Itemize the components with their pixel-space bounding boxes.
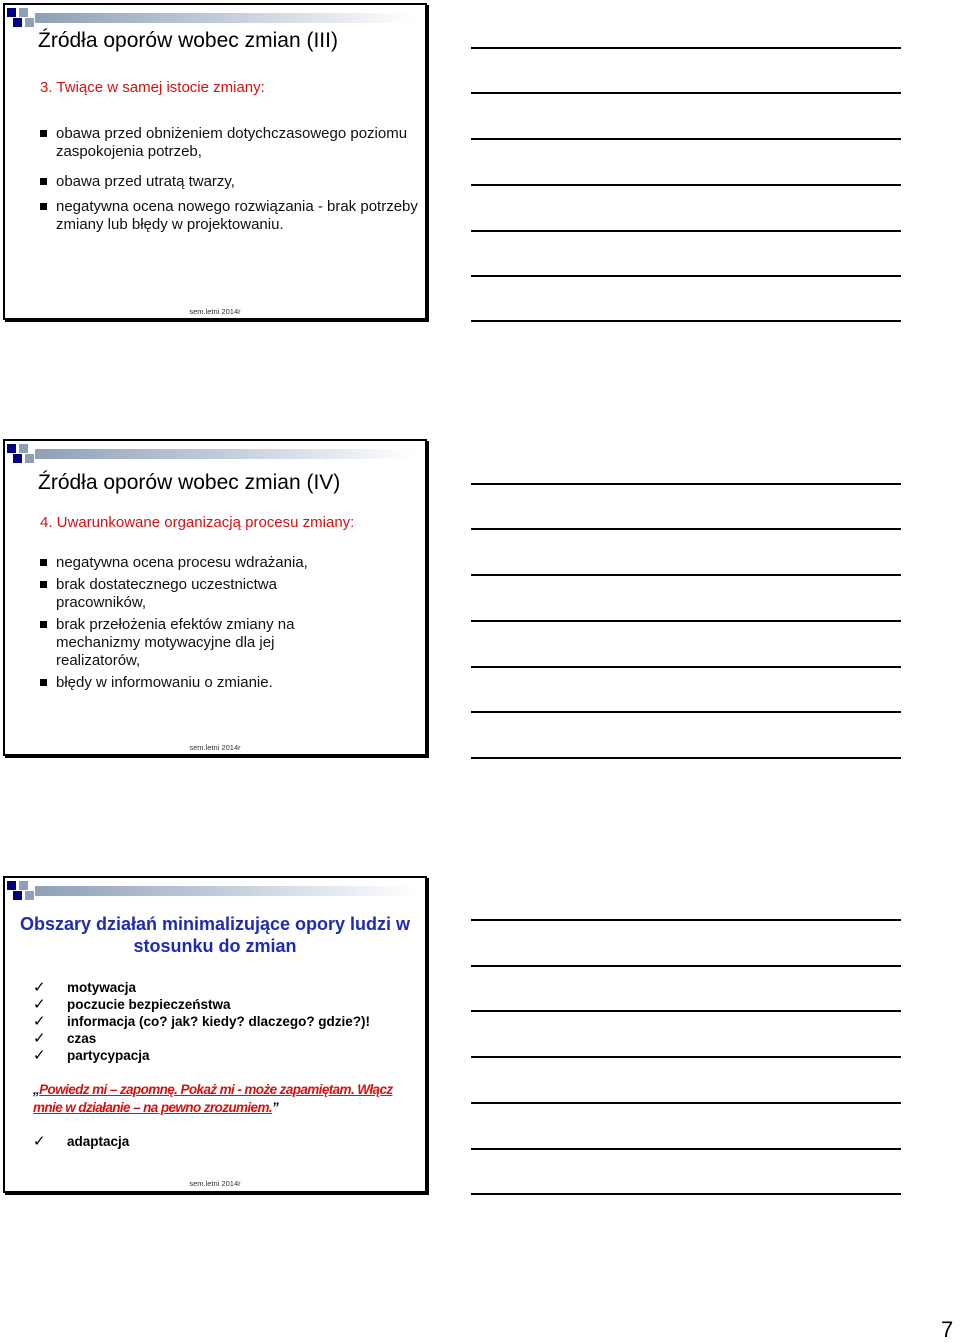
bullet-item [40, 674, 420, 692]
note-line [471, 1102, 901, 1104]
note-line [471, 574, 901, 576]
checklist-text: informacja (co? jak? kiedy? dlaczego? gdzie?)! [67, 1014, 371, 1029]
note-line [471, 1148, 901, 1150]
bullet-text: obawa przed obniżeniem dotychczasowego poziomu zaspokojenia potrzeb, [56, 125, 408, 160]
note-line [471, 275, 901, 277]
slide-1 [3, 3, 427, 320]
checklist-text: motywacja [67, 980, 137, 995]
square-bullet-icon [40, 621, 47, 628]
checkmark-icon: ✓ [33, 1133, 46, 1150]
checklist-text: partycypacja [67, 1048, 150, 1063]
note-line [471, 47, 901, 49]
page-number: 7 [941, 1317, 954, 1342]
note-line [471, 1056, 901, 1058]
square-bullet-icon [40, 581, 47, 588]
checklist-item [33, 979, 136, 996]
square-bullet-icon [40, 559, 47, 566]
checkmark-icon: ✓ [33, 979, 46, 996]
bullet-item [40, 125, 420, 161]
square-bullet-icon [40, 679, 47, 686]
checklist-item [33, 1133, 129, 1150]
bullet-text: błędy w informowaniu o zmianie. [56, 674, 273, 691]
section-heading: 4. Uwarunkowane organizacją procesu zmiany: [40, 514, 355, 531]
note-line [471, 620, 901, 622]
slide-title: Źródła oporów wobec zmian (IV) [38, 471, 341, 494]
checklist-item [33, 996, 231, 1013]
quote [33, 1081, 405, 1117]
note-line [471, 528, 901, 530]
slide-footer: sem.letni 2014r [189, 1179, 241, 1188]
title-gradient-bar [35, 886, 415, 896]
title-gradient-bar [35, 13, 415, 23]
checklist-item [33, 1047, 150, 1064]
slide-3 [3, 876, 427, 1193]
checkmark-icon: ✓ [33, 996, 46, 1013]
bullet-item [40, 173, 420, 191]
square-bullet-icon [40, 130, 47, 137]
square-bullet-icon [40, 178, 47, 185]
note-line [471, 483, 901, 485]
note-line [471, 1010, 901, 1012]
note-line [471, 92, 901, 94]
bullet-item [40, 198, 420, 234]
bullet-text: brak przełożenia efektów zmiany na mechanizmy motywacyjne dla jej realizatorów, [56, 616, 295, 669]
bullet-item [40, 554, 420, 572]
slide-footer: sem.letni 2014r [189, 743, 241, 752]
checkmark-icon: ✓ [33, 1030, 46, 1047]
checklist-item [33, 1030, 96, 1047]
note-line [471, 1193, 901, 1195]
note-line [471, 138, 901, 140]
checklist-text: poczucie bezpieczeństwa [67, 997, 231, 1012]
bullet-item [40, 576, 330, 612]
note-line [471, 230, 901, 232]
checklist-text: adaptacja [67, 1134, 130, 1149]
bullet-text: negatywna ocena nowego rozwiązania - brak potrzeby zmiany lub błędy w projektowaniu. [56, 198, 418, 233]
slide-footer: sem.letni 2014r [189, 307, 241, 316]
note-line [471, 184, 901, 186]
note-line [471, 965, 901, 967]
slide-2 [3, 439, 427, 756]
section-heading: 3. Twiące w samej istocie zmiany: [40, 79, 265, 96]
quote-close-mark: ” [272, 1100, 279, 1115]
bullet-item [40, 616, 340, 670]
checklist-item [33, 1013, 370, 1030]
checkmark-icon: ✓ [33, 1047, 46, 1064]
note-line [471, 757, 901, 759]
note-line [471, 320, 901, 322]
quote-open-mark: „ [33, 1082, 40, 1097]
checkmark-icon: ✓ [33, 1013, 46, 1030]
title-gradient-bar [35, 449, 415, 459]
slide-title: Obszary działań minimalizujące opory ludzi w stosunku do zmian [19, 914, 411, 956]
note-line [471, 711, 901, 713]
bullet-text: brak dostatecznego uczestnictwa pracowników, [56, 576, 277, 611]
note-line [471, 666, 901, 668]
quote-text: Powiedz mi – zapomnę. Pokaż mi - może zapamiętam. Włącz mnie w działanie – na pewno zrozumiem. [33, 1082, 393, 1115]
slide-title: Źródła oporów wobec zmian (III) [38, 29, 338, 52]
bullet-text: negatywna ocena procesu wdrażania, [56, 554, 308, 571]
note-line [471, 919, 901, 921]
square-bullet-icon [40, 203, 47, 210]
bullet-text: obawa przed utratą twarzy, [56, 173, 235, 190]
checklist-text: czas [67, 1031, 97, 1046]
